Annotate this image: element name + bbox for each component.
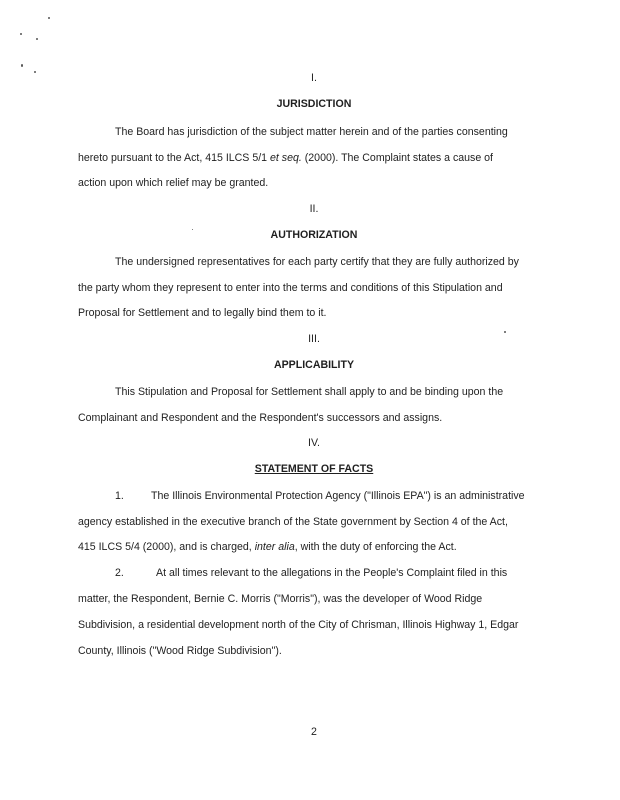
- paragraph-1-line-1: The Illinois Environmental Protection Agency ("Illinois EPA") is an administrative: [151, 490, 525, 502]
- section-2-numeral: II.: [309, 203, 319, 215]
- paragraph-1-italic: inter alia: [254, 541, 295, 553]
- paragraph-2-number: 2.: [115, 567, 124, 579]
- paragraph-2-line-2: matter, the Respondent, Bernie C. Morris ("Morris"), was the developer of Wood Ridge: [78, 593, 483, 605]
- section-3-heading: APPLICABILITY: [273, 359, 355, 371]
- section-1-line-1: The Board has jurisdiction of the subject matter herein and of the parties consenting: [115, 126, 508, 138]
- section-1-text: hereto pursuant to the Act, 415 ILCS 5/1: [78, 152, 270, 164]
- section-1-text: (2000). The Complaint states a cause of: [301, 152, 493, 164]
- section-1-heading: JURISDICTION: [276, 98, 352, 110]
- paragraph-2-line-4: County, Illinois ("Wood Ridge Subdivision").: [78, 645, 282, 657]
- section-1-numeral: I.: [311, 72, 317, 84]
- paragraph-1-text: 415 ILCS 5/4 (2000), and is charged,: [78, 541, 255, 553]
- section-3-numeral: III.: [308, 333, 320, 345]
- scan-speck: [21, 64, 23, 67]
- paragraph-1-line-3: [78, 541, 457, 554]
- paragraph-1-number: 1.: [115, 490, 124, 502]
- paragraph-1-line-2: agency established in the executive branch of the State government by Section 4 of the Act,: [78, 516, 508, 528]
- scan-speck: [20, 33, 22, 35]
- section-4-numeral: IV.: [308, 437, 320, 449]
- section-2-line-1: The undersigned representatives for each party certify that they are fully authorized by: [115, 256, 519, 268]
- section-4-heading: STATEMENT OF FACTS: [254, 463, 374, 475]
- paragraph-2-line-3: Subdivision, a residential development north of the City of Chrisman, Illinois Highway 1, Edgar: [78, 619, 519, 631]
- section-1-line-3: action upon which relief may be granted.: [78, 177, 269, 189]
- paragraph-1-text: , with the duty of enforcing the Act.: [294, 541, 457, 553]
- paragraph-2-line-1: At all times relevant to the allegations in the People's Complaint filed in this: [156, 567, 508, 579]
- section-1-italic: et seq.: [270, 152, 302, 164]
- section-3-line-1: This Stipulation and Proposal for Settlement shall apply to and be binding upon the: [115, 386, 504, 398]
- page-number: 2: [311, 726, 317, 738]
- scan-speck: [36, 38, 38, 40]
- section-2-line-2: the party whom they represent to enter into the terms and conditions of this Stipulation and: [78, 282, 503, 294]
- section-2-heading: AUTHORIZATION: [270, 229, 358, 241]
- section-1-line-2: [78, 152, 493, 165]
- section-2-line-3: Proposal for Settlement and to legally bind them to it.: [78, 307, 327, 319]
- scan-speck: [48, 17, 50, 19]
- section-3-line-2: Complainant and Respondent and the Respondent's successors and assigns.: [78, 412, 443, 424]
